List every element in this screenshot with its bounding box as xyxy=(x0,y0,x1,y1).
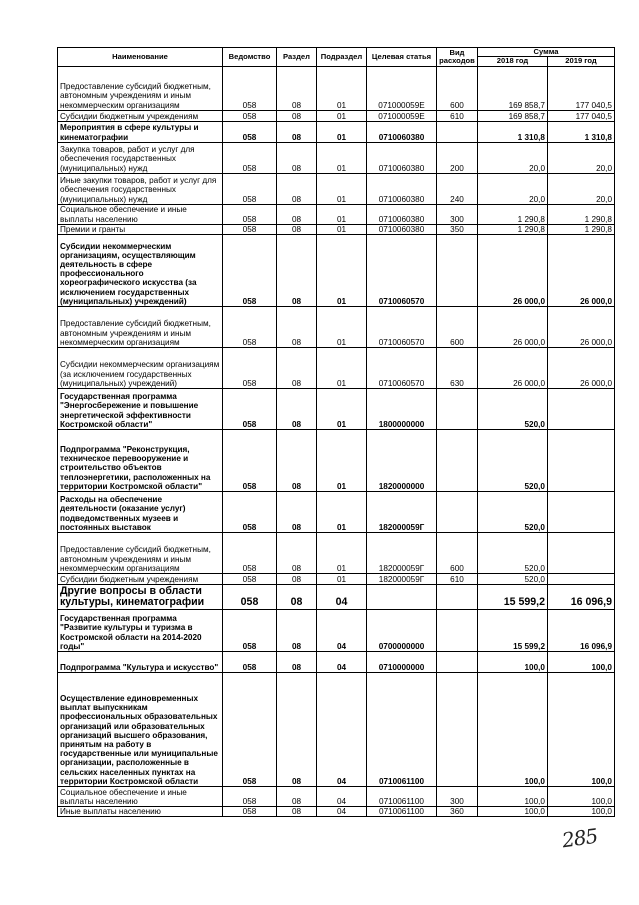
cell-dept: 058 xyxy=(223,533,277,574)
cell-sum-2019: 100,0 xyxy=(548,652,615,673)
cell-name: Предоставление субсидий бюджетным, автономным учреждениям и иным некоммерческим организациям xyxy=(58,533,223,574)
cell-target: 0710061100 xyxy=(367,673,437,787)
cell-subsection: 04 xyxy=(317,787,367,807)
cell-exp-type xyxy=(437,492,478,533)
table-row xyxy=(58,66,615,110)
cell-sum-2019: 1 310,8 xyxy=(548,121,615,142)
cell-subsection: 01 xyxy=(317,121,367,142)
table-header xyxy=(58,48,615,67)
cell-exp-type xyxy=(437,430,478,492)
cell-sum-2018: 100,0 xyxy=(478,807,548,817)
cell-subsection: 04 xyxy=(317,652,367,673)
cell-sum-2019 xyxy=(548,389,615,430)
cell-sum-2019: 1 290,8 xyxy=(548,224,615,234)
table-row xyxy=(58,110,615,121)
cell-sum-2018: 169 858,7 xyxy=(478,110,548,121)
cell-dept: 058 xyxy=(223,66,277,110)
cell-sum-2018: 100,0 xyxy=(478,652,548,673)
cell-section: 08 xyxy=(277,110,317,121)
cell-sum-2019: 26 000,0 xyxy=(548,307,615,348)
cell-section: 08 xyxy=(277,224,317,234)
cell-name: Подпрограмма "Культура и искусство" xyxy=(58,652,223,673)
cell-exp-type xyxy=(437,121,478,142)
cell-dept: 058 xyxy=(223,235,277,307)
cell-subsection: 01 xyxy=(317,492,367,533)
cell-subsection: 01 xyxy=(317,533,367,574)
cell-exp-type: 200 xyxy=(437,142,478,173)
table-row xyxy=(58,121,615,142)
cell-dept: 058 xyxy=(223,142,277,173)
cell-sum-2019: 20,0 xyxy=(548,142,615,173)
cell-sum-2018: 15 599,2 xyxy=(478,585,548,610)
cell-name: Социальное обеспечение и иные выплаты населению xyxy=(58,204,223,224)
cell-exp-type xyxy=(437,673,478,787)
cell-name: Субсидии некоммерческим организациям (за исключением государственных (муниципальных) учреждений) xyxy=(58,348,223,389)
cell-target: 0710060380 xyxy=(367,121,437,142)
cell-sum-2019: 20,0 xyxy=(548,173,615,204)
cell-target: 0710060570 xyxy=(367,235,437,307)
cell-exp-type: 600 xyxy=(437,307,478,348)
cell-dept: 058 xyxy=(223,673,277,787)
cell-sum-2018: 20,0 xyxy=(478,173,548,204)
cell-section: 08 xyxy=(277,533,317,574)
cell-exp-type xyxy=(437,235,478,307)
cell-target: 0710060570 xyxy=(367,307,437,348)
header-sum: Сумма xyxy=(478,48,615,57)
cell-sum-2019: 100,0 xyxy=(548,787,615,807)
cell-exp-type xyxy=(437,610,478,652)
cell-name: Закупка товаров, работ и услуг для обеспечения государственных (муниципальных) нужд xyxy=(58,142,223,173)
cell-sum-2018: 520,0 xyxy=(478,492,548,533)
cell-section: 08 xyxy=(277,235,317,307)
cell-target: 182000059Г xyxy=(367,533,437,574)
cell-dept: 058 xyxy=(223,574,277,585)
cell-exp-type: 350 xyxy=(437,224,478,234)
table-row xyxy=(58,585,615,610)
cell-sum-2018: 520,0 xyxy=(478,533,548,574)
cell-exp-type: 600 xyxy=(437,66,478,110)
cell-sum-2019: 100,0 xyxy=(548,807,615,817)
cell-exp-type: 630 xyxy=(437,348,478,389)
cell-name: Предоставление субсидий бюджетным, автономным учреждениям и иным некоммерческим организациям xyxy=(58,307,223,348)
cell-target: 071000059Е xyxy=(367,110,437,121)
cell-dept: 058 xyxy=(223,492,277,533)
cell-sum-2018: 26 000,0 xyxy=(478,235,548,307)
cell-target: 0710060380 xyxy=(367,173,437,204)
cell-subsection: 01 xyxy=(317,142,367,173)
cell-exp-type xyxy=(437,652,478,673)
table-row xyxy=(58,389,615,430)
table-row xyxy=(58,235,615,307)
cell-sum-2018: 26 000,0 xyxy=(478,307,548,348)
cell-section: 08 xyxy=(277,585,317,610)
cell-dept: 058 xyxy=(223,430,277,492)
table-row xyxy=(58,224,615,234)
cell-target: 0710000000 xyxy=(367,652,437,673)
table-row xyxy=(58,492,615,533)
cell-dept: 058 xyxy=(223,121,277,142)
cell-dept: 058 xyxy=(223,787,277,807)
table-row xyxy=(58,142,615,173)
cell-sum-2019: 16 096,9 xyxy=(548,610,615,652)
cell-sum-2018: 520,0 xyxy=(478,430,548,492)
cell-dept: 058 xyxy=(223,173,277,204)
cell-target: 0700000000 xyxy=(367,610,437,652)
cell-sum-2018: 100,0 xyxy=(478,787,548,807)
cell-name: Социальное обеспечение и иные выплаты населению xyxy=(58,787,223,807)
cell-target xyxy=(367,585,437,610)
cell-name: Предоставление субсидий бюджетным, автономным учреждениям и иным некоммерческим организациям xyxy=(58,66,223,110)
cell-target: 182000059Г xyxy=(367,492,437,533)
cell-section: 08 xyxy=(277,807,317,817)
cell-sum-2018: 15 599,2 xyxy=(478,610,548,652)
cell-dept: 058 xyxy=(223,807,277,817)
cell-name: Субсидии бюджетным учреждениям xyxy=(58,110,223,121)
cell-section: 08 xyxy=(277,787,317,807)
header-year-2019: 2019 год xyxy=(548,57,615,66)
cell-sum-2019: 100,0 xyxy=(548,673,615,787)
header-subsection: Подраздел xyxy=(317,48,367,67)
cell-sum-2019 xyxy=(548,533,615,574)
cell-sum-2018: 20,0 xyxy=(478,142,548,173)
cell-target: 0710060570 xyxy=(367,348,437,389)
cell-dept: 058 xyxy=(223,610,277,652)
cell-sum-2018: 26 000,0 xyxy=(478,348,548,389)
table-row xyxy=(58,807,615,817)
cell-sum-2018: 1 290,8 xyxy=(478,224,548,234)
cell-target: 1800000000 xyxy=(367,389,437,430)
cell-section: 08 xyxy=(277,204,317,224)
handwritten-page-number: 285 xyxy=(560,823,599,853)
cell-exp-type: 610 xyxy=(437,574,478,585)
cell-sum-2018: 1 310,8 xyxy=(478,121,548,142)
cell-sum-2019 xyxy=(548,430,615,492)
cell-section: 08 xyxy=(277,430,317,492)
cell-name: Осуществление единовременных выплат выпускникам профессиональных образовательных организаций или образовательных организаций высшего образования, принятым на работу в государственные или муниципальные организации, расположенные в сельских населенных пунктах на территории Костромской области xyxy=(58,673,223,787)
cell-subsection: 01 xyxy=(317,204,367,224)
cell-subsection: 04 xyxy=(317,807,367,817)
cell-section: 08 xyxy=(277,574,317,585)
table-row xyxy=(58,574,615,585)
cell-name: Подпрограмма "Реконструкция, техническое перевооружение и строительство объектов теплоэнергетики, расположенных на территории Костромской области" xyxy=(58,430,223,492)
cell-subsection: 01 xyxy=(317,430,367,492)
cell-dept: 058 xyxy=(223,224,277,234)
cell-sum-2019: 16 096,9 xyxy=(548,585,615,610)
cell-dept: 058 xyxy=(223,389,277,430)
header-name: Наименование xyxy=(58,48,223,67)
cell-dept: 058 xyxy=(223,204,277,224)
cell-subsection: 01 xyxy=(317,224,367,234)
cell-subsection: 01 xyxy=(317,389,367,430)
cell-sum-2019: 177 040,5 xyxy=(548,66,615,110)
cell-name: Субсидии некоммерческим организациям, осуществляющим деятельность в сфере профессионального хореографического искусства (за исключением государственных (муниципальных) учреждений) xyxy=(58,235,223,307)
cell-dept: 058 xyxy=(223,348,277,389)
cell-subsection: 04 xyxy=(317,673,367,787)
cell-subsection: 01 xyxy=(317,348,367,389)
table-row xyxy=(58,787,615,807)
cell-section: 08 xyxy=(277,66,317,110)
cell-section: 08 xyxy=(277,348,317,389)
cell-subsection: 01 xyxy=(317,235,367,307)
cell-dept: 058 xyxy=(223,110,277,121)
cell-exp-type: 600 xyxy=(437,533,478,574)
header-year-2018: 2018 год xyxy=(478,57,548,66)
header-target: Целевая статья xyxy=(367,48,437,67)
cell-sum-2019 xyxy=(548,492,615,533)
cell-exp-type: 240 xyxy=(437,173,478,204)
cell-name: Другие вопросы в области культуры, кинематографии xyxy=(58,585,223,610)
cell-section: 08 xyxy=(277,389,317,430)
cell-subsection: 01 xyxy=(317,66,367,110)
cell-section: 08 xyxy=(277,142,317,173)
cell-exp-type: 300 xyxy=(437,787,478,807)
table-body xyxy=(58,66,615,816)
cell-subsection: 01 xyxy=(317,307,367,348)
cell-target: 1820000000 xyxy=(367,430,437,492)
budget-table xyxy=(57,47,615,817)
cell-name: Премии и гранты xyxy=(58,224,223,234)
cell-subsection: 01 xyxy=(317,173,367,204)
table-row xyxy=(58,348,615,389)
cell-sum-2018: 169 858,7 xyxy=(478,66,548,110)
cell-sum-2018: 1 290,8 xyxy=(478,204,548,224)
cell-sum-2019: 177 040,5 xyxy=(548,110,615,121)
cell-sum-2019 xyxy=(548,574,615,585)
cell-dept: 058 xyxy=(223,307,277,348)
cell-subsection: 04 xyxy=(317,610,367,652)
cell-target: 182000059Г xyxy=(367,574,437,585)
cell-name: Субсидии бюджетным учреждениям xyxy=(58,574,223,585)
cell-sum-2019: 26 000,0 xyxy=(548,235,615,307)
cell-subsection: 04 xyxy=(317,585,367,610)
cell-exp-type: 360 xyxy=(437,807,478,817)
cell-exp-type: 300 xyxy=(437,204,478,224)
cell-name: Государственная программа "Развитие культуры и туризма в Костромской области на 2014-2020 годы" xyxy=(58,610,223,652)
cell-sum-2018: 520,0 xyxy=(478,389,548,430)
cell-section: 08 xyxy=(277,121,317,142)
cell-section: 08 xyxy=(277,492,317,533)
header-section: Раздел xyxy=(277,48,317,67)
cell-exp-type: 610 xyxy=(437,110,478,121)
cell-name: Иные выплаты населению xyxy=(58,807,223,817)
table-row xyxy=(58,610,615,652)
cell-section: 08 xyxy=(277,673,317,787)
cell-name: Иные закупки товаров, работ и услуг для обеспечения государственных (муниципальных) нужд xyxy=(58,173,223,204)
table-row xyxy=(58,204,615,224)
cell-subsection: 01 xyxy=(317,574,367,585)
table-row xyxy=(58,430,615,492)
cell-target: 071000059Е xyxy=(367,66,437,110)
cell-target: 0710060380 xyxy=(367,142,437,173)
header-dept: Ведомство xyxy=(223,48,277,67)
cell-subsection: 01 xyxy=(317,110,367,121)
table-row xyxy=(58,173,615,204)
cell-sum-2018: 100,0 xyxy=(478,673,548,787)
cell-target: 0710060380 xyxy=(367,224,437,234)
cell-section: 08 xyxy=(277,173,317,204)
cell-dept: 058 xyxy=(223,585,277,610)
header-exp-type: Вид расходов xyxy=(437,48,478,67)
cell-exp-type xyxy=(437,585,478,610)
table-row xyxy=(58,307,615,348)
cell-section: 08 xyxy=(277,307,317,348)
table-row xyxy=(58,673,615,787)
cell-name: Государственная программа "Энергосбережение и повышение энергетической эффективности Костромской области" xyxy=(58,389,223,430)
table-row xyxy=(58,652,615,673)
cell-target: 0710061100 xyxy=(367,787,437,807)
cell-exp-type xyxy=(437,389,478,430)
cell-target: 0710060380 xyxy=(367,204,437,224)
cell-name: Расходы на обеспечение деятельности (оказание услуг) подведомственных музеев и постоянных выставок xyxy=(58,492,223,533)
cell-sum-2018: 520,0 xyxy=(478,574,548,585)
cell-section: 08 xyxy=(277,610,317,652)
cell-section: 08 xyxy=(277,652,317,673)
cell-name: Мероприятия в сфере культуры и кинематографии xyxy=(58,121,223,142)
cell-target: 0710061100 xyxy=(367,807,437,817)
table-row xyxy=(58,533,615,574)
cell-sum-2019: 1 290,8 xyxy=(548,204,615,224)
cell-dept: 058 xyxy=(223,652,277,673)
cell-sum-2019: 26 000,0 xyxy=(548,348,615,389)
